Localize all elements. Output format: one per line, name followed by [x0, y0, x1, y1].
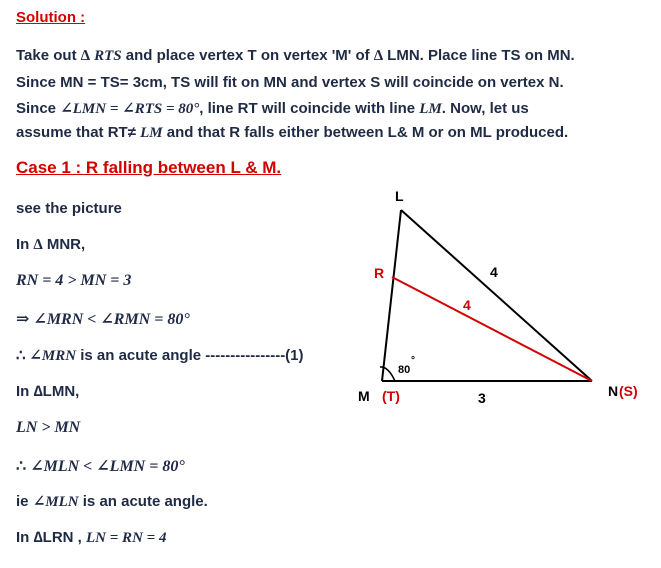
step-1: see the picture — [16, 200, 122, 217]
therefore-symbol: ∴ — [16, 348, 30, 364]
triangle-symbol: ∆ — [80, 48, 90, 64]
length-ln: 4 — [490, 264, 498, 280]
text: is an acute angle ----------------(1) — [76, 347, 304, 364]
text: . Now, let us — [441, 100, 529, 117]
angle-label-m: 80 — [398, 364, 411, 376]
math-ln-rn: LN = RN = 4 — [86, 530, 167, 546]
case-title: Case 1 : R falling between L & M. — [16, 158, 282, 177]
text: assume that RT≠ — [16, 124, 141, 141]
step-6: In ∆LMN, — [16, 383, 80, 400]
text: and that R falls either between L& M or on ML produced. — [162, 124, 569, 141]
triangle-symbol: ∆ — [373, 48, 384, 64]
math-angle-mrn: ∠MRN — [29, 348, 77, 364]
math-rts: RTS — [94, 48, 122, 64]
text: MNR, — [42, 236, 86, 253]
text: LMN. Place line TS on MN. — [383, 47, 575, 64]
vertex-label-n: N — [608, 383, 619, 399]
math-lm: LM — [140, 125, 163, 141]
vertex-label-s: (S) — [619, 383, 638, 399]
implies-symbol: ⇒ — [16, 311, 34, 328]
side-lm — [382, 210, 401, 381]
length-mn: 3 — [478, 390, 486, 406]
math-lm: LM — [419, 101, 442, 117]
math-angle-mrn: ∠MRN < ∠RMN = 80° — [33, 311, 190, 328]
text: Since — [16, 100, 61, 117]
vertex-label-r: R — [374, 265, 385, 281]
text: is an acute angle. — [78, 493, 208, 510]
solution-title: Solution : — [16, 9, 86, 26]
therefore-symbol: ∴ — [16, 458, 31, 475]
text: In ∆LRN , — [16, 529, 87, 546]
text: , line RT will coincide with line — [199, 100, 420, 117]
text: In — [16, 236, 34, 253]
math-rn-mn: RN = 4 > MN = 3 — [16, 272, 132, 289]
math-angle-mln: ∠MLN — [32, 494, 79, 510]
degree-mark: ° — [411, 355, 415, 366]
text: ie — [16, 493, 33, 510]
vertex-label-l: L — [395, 188, 404, 204]
vertex-label-m: M — [358, 388, 370, 404]
text: Take out — [16, 47, 81, 64]
vertex-label-t: (T) — [382, 388, 400, 404]
text: Since MN = TS= 3cm, TS will fit on MN and vertex S will coincide on vertex N. — [16, 74, 564, 91]
math-angle-mln: ∠MLN < ∠LMN = 80° — [30, 458, 185, 475]
text: and place vertex T on vertex 'M' of — [121, 47, 374, 64]
triangle-symbol: ∆ — [33, 237, 43, 253]
length-rn: 4 — [463, 297, 471, 313]
math-angle-equality: ∠LMN = ∠RTS = 80° — [60, 101, 200, 117]
math-ln-mn: LN > MN — [16, 419, 81, 436]
